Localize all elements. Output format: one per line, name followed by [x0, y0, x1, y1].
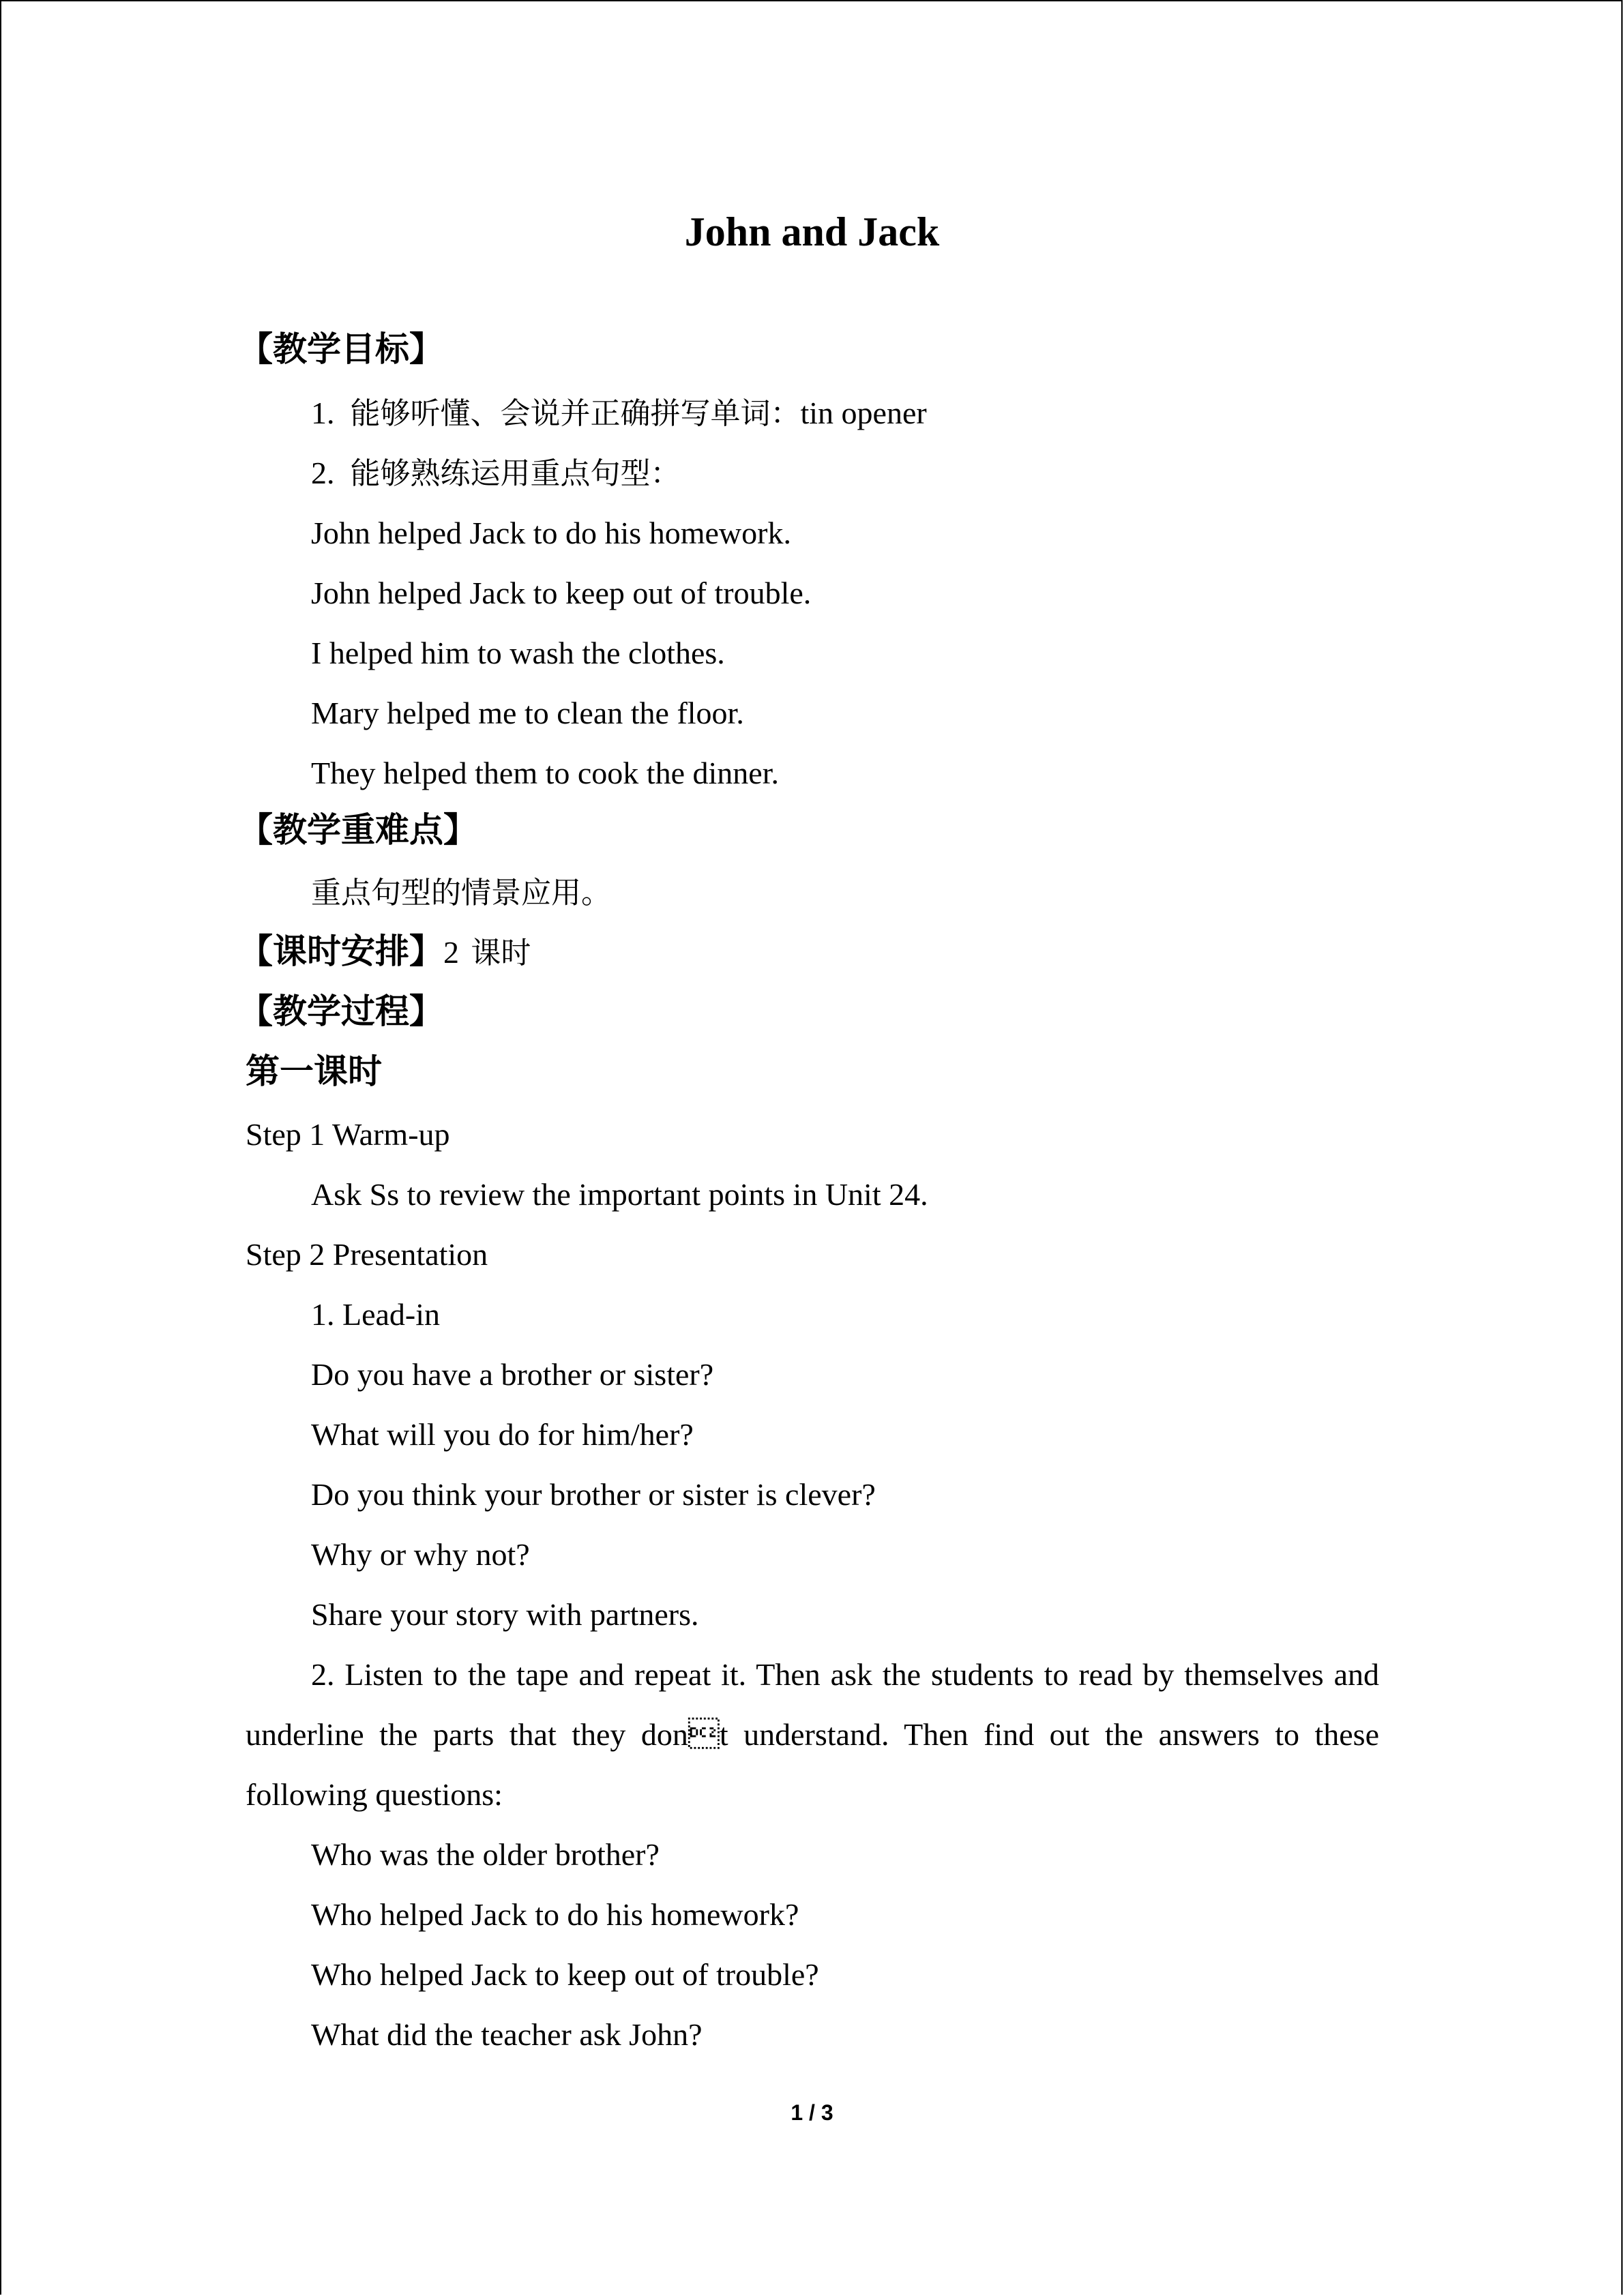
schedule-value-unit: 课时 [471, 936, 531, 970]
key-points-text: 重点句型的情景应用。 [311, 876, 611, 910]
key-sentence: They helped them to cook the dinner. [311, 756, 779, 790]
lead-in-question: Why or why not? [311, 1537, 530, 1572]
objectives-heading: 【教学目标】 [239, 329, 443, 369]
step-1-heading: Step 1 Warm-up [246, 1117, 450, 1152]
objective-item-1-word: tin opener [800, 396, 927, 430]
objective-item-1 [311, 393, 927, 434]
comprehension-question: Who was the older brother? [311, 1837, 660, 1872]
key-sentence: John helped Jack to do his homework. [311, 516, 791, 550]
lead-in-question: Do you have a brother or sister? [311, 1357, 714, 1392]
objective-item-2 [311, 453, 681, 494]
page-number: 1 / 3 [791, 2100, 833, 2125]
lead-in-heading: 1. Lead-in [311, 1297, 441, 1332]
step-1-text: Ask Ss to review the important points in Unit 24. [311, 1177, 928, 1212]
schedule-value-number: 2 [443, 935, 459, 970]
lead-in-question: What will you do for him/her? [311, 1417, 694, 1452]
listening-paragraph-line-2: underline the parts that they dont understand. Then find out the answers to these [246, 1717, 1379, 1752]
objective-item-2-number: 2. [311, 456, 335, 490]
key-sentence: John helped Jack to keep out of trouble. [311, 576, 812, 610]
key-points-heading: 【教学重难点】 [239, 810, 477, 850]
key-sentence: I helped him to wash the clothes. [311, 636, 725, 670]
comprehension-question: What did the teacher ask John? [311, 2017, 703, 2052]
comprehension-question: Who helped Jack to keep out of trouble? [311, 1957, 819, 1992]
comprehension-question: Who helped Jack to do his homework? [311, 1897, 799, 1932]
objective-item-1-number: 1. [311, 396, 335, 430]
schedule-heading-label: 【课时安排】 [239, 931, 443, 971]
document-title: John and Jack [684, 209, 940, 254]
objective-item-2-text: 能够熟练运用重点句型： [350, 456, 681, 491]
lesson-1-heading: 第一课时 [246, 1052, 382, 1091]
key-sentence: Mary helped me to clean the floor. [311, 696, 744, 730]
lead-in-question: Do you think your brother or sister is clever? [311, 1477, 876, 1512]
schedule-heading [239, 929, 531, 975]
lead-in-question: Share your story with partners. [311, 1597, 699, 1632]
objective-item-1-text: 能够听懂、会说并正确拼写单词： [350, 396, 801, 431]
step-2-heading: Step 2 Presentation [246, 1237, 488, 1272]
listening-paragraph-line-3: following questions: [246, 1777, 503, 1812]
listening-paragraph-line-1: 2. Listen to the tape and repeat it. Then ask the students to read by themselves and [311, 1657, 1379, 1692]
process-heading: 【教学过程】 [239, 992, 443, 1031]
